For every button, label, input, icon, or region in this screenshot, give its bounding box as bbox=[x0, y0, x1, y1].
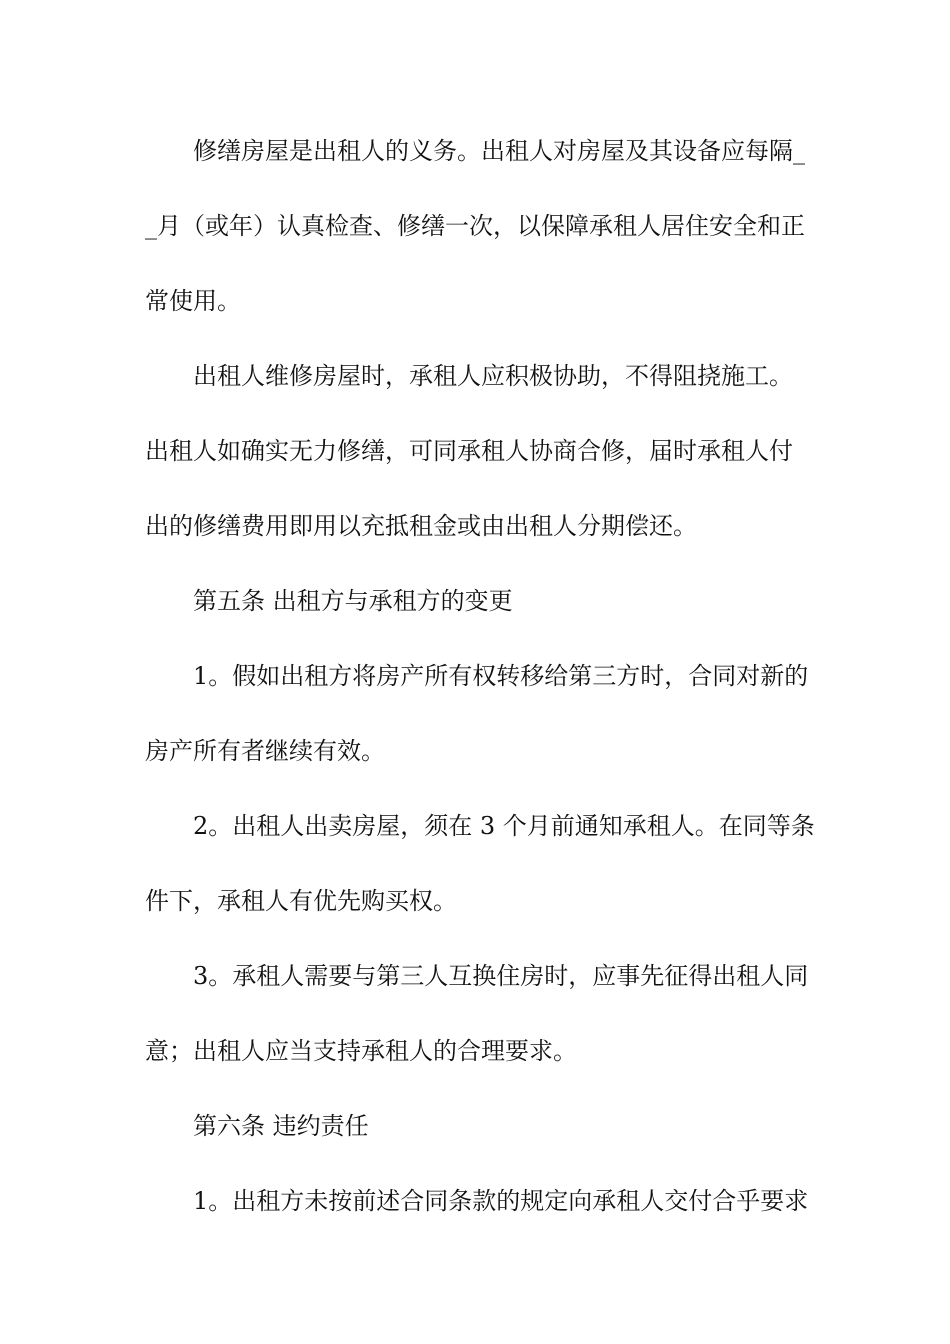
article-5-heading: 第五条 出租方与承租方的变更 bbox=[193, 587, 513, 615]
article-5-item-2-line-1: 2。出租人出卖房屋，须在 3 个月前通知承租人。在同等条 bbox=[193, 812, 815, 840]
article-5-item-2-line-2: 件下，承租人有优先购买权。 bbox=[145, 887, 457, 915]
paragraph-repair-assist-line-2: 出租人如确实无力修缮，可同承租人协商合修，届时承租人付 bbox=[145, 437, 793, 465]
article-5-item-1-line-2: 房产所有者继续有效。 bbox=[145, 737, 385, 765]
article-5-item-3-line-1: 3。承租人需要与第三人互换住房时，应事先征得出租人同 bbox=[193, 962, 809, 990]
article-5-item-3-line-2: 意；出租人应当支持承租人的合理要求。 bbox=[145, 1037, 577, 1065]
article-6-heading: 第六条 违约责任 bbox=[193, 1112, 369, 1140]
article-5-item-1-line-1: 1。假如出租方将房产所有权转移给第三方时，合同对新的 bbox=[193, 662, 809, 690]
paragraph-repair-duty-line-3: 常使用。 bbox=[145, 287, 241, 315]
paragraph-repair-duty-line-2: _月（或年）认真检查、修缮一次，以保障承租人居住安全和正 bbox=[145, 212, 805, 240]
paragraph-repair-assist-line-3: 出的修缮费用即用以充抵租金或由出租人分期偿还。 bbox=[145, 512, 697, 540]
article-6-item-1-line-1: 1。出租方未按前述合同条款的规定向承租人交付合乎要求 bbox=[193, 1187, 809, 1215]
paragraph-repair-assist-line-1: 出租人维修房屋时，承租人应积极协助，不得阻挠施工。 bbox=[193, 362, 793, 390]
paragraph-repair-duty-line-1: 修缮房屋是出租人的义务。出租人对房屋及其设备应每隔_ bbox=[193, 137, 805, 165]
